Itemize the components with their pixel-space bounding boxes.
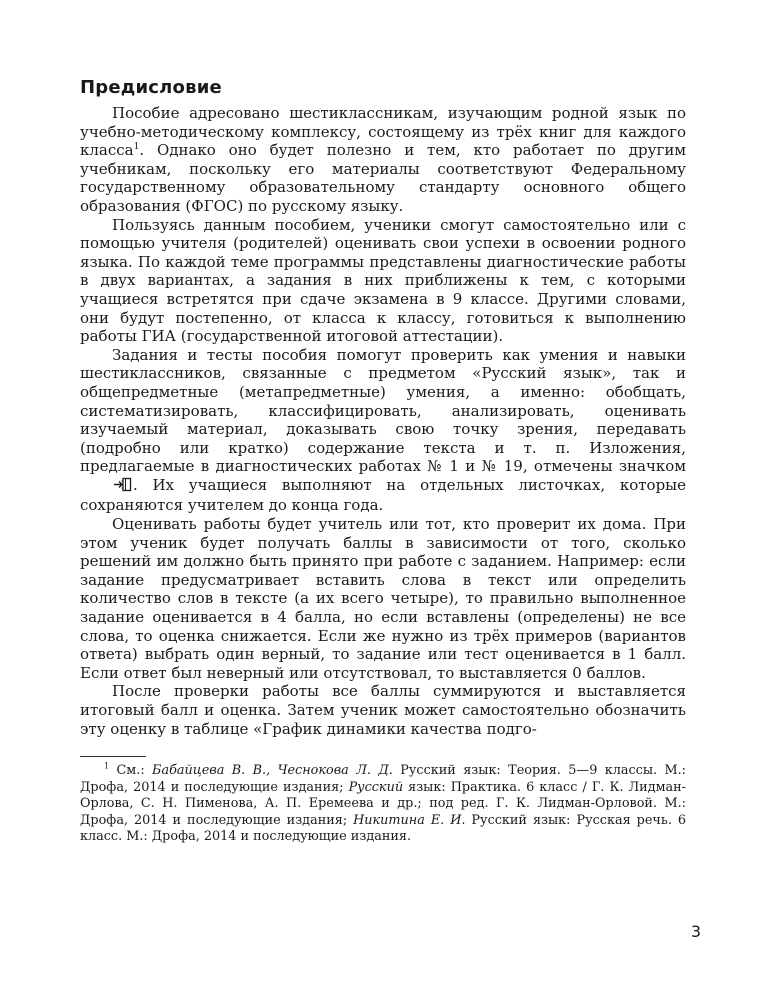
footnote-marker: 1 [104,761,110,771]
footnote-divider [80,756,146,757]
footnote-title-italic: Русский [348,779,404,795]
paragraph-3-text-b: . Их учащиеся выполняют на отдельных листочках, которые сохраняются учителем до конца года. [80,475,686,515]
footnote-text-2: Русский язык: Теория. 5—9 классы. М.: Дрофа, 2014 и последующие издания; [80,763,686,795]
footnote-text-1: См.: [109,763,153,779]
paragraph-4: Оценивать работы будет учитель или тот, кто проверит их дома. При этом ученик будет получать баллы в зависимости от того, сколько решений им должно быть принято при работе с заданием. Например: если задание предусматривает вставить слова в текст или определить количество слов в тексте (а их всего четыре), то правильно выполненное задание оценивается в 4 балла, но если вставлены (определены) не все слова, то оценка снижается. Если же нужно из трёх примеров (вариантов ответа) выбрать один верный, то задание или тест оценивается в 1 балл. Если ответ был неверный или отсутствовал, то выставляется 0 баллов. [80,515,686,682]
footnote-text-4: Русский язык: Русская речь. 6 класс. М.: Дрофа, 2014 и последующие издания. [80,812,687,845]
footnote-authors-1: Бабайцева В. В., Чеснокова Л. Д. [152,763,393,779]
paragraph-3 [80,346,686,515]
page-heading: Предисловие [80,77,222,98]
page-content [80,76,686,846]
footnote-reference: 1 [133,142,140,153]
paragraph-1-text-b: . Однако оно будет полезно и тем, кто работает по другим учебникам, поскольку его материалы соответствуют Федеральному государственному образовательному стандарту основного общего образования (ФГОС) по русскому языку. [80,141,686,215]
footnote-authors-2: Никитина Е. И. [353,812,466,828]
paragraph-5: После проверки работы все баллы суммируются и выставляется итоговый балл и оценка. Затем ученик может самостоятельно обозначить эту оценку в таблице «График динамики качества подго- [80,682,686,738]
footnote [80,763,686,846]
paragraph-2: Пользуясь данным пособием, ученики смогут самостоятельно или с помощью учителя (родителей) оценивать свои успехи в освоении родного языка. По каждой теме программы представлены диагностические работы в двух вариантах, а задания в них приближены к тем, с которыми учащиеся встретятся при сдаче экзамена в 9 классе. Другими словами, они будут постепенно, от класса к классу, готовиться к выполнению работы ГИА (государственной итоговой аттестации). [80,215,686,346]
page-number: 3 [690,922,701,941]
paragraph-3-text-a: Задания и тесты пособия помогут проверить как умения и навыки шестиклассников, связанные с предметом «Русский язык», так и общепредметные (метапредметные) умения, а именно: обобщать, систематизировать, классифицировать, анализировать, оценивать изучаемый материал, доказывать свою точку зрения, передавать (подробно или кратко) содержание текста и т. п. Изложения, предлагаемые в диагностических работах № 1 и № 19, отмечены значком [80,345,686,476]
paragraph-1 [80,104,686,216]
notebook-arrow-icon [81,477,132,497]
paragraph-1-text-a: Пособие адресовано шестиклассникам, изучающим родной язык по учебно-методическому комплексу, состоящему из трёх книг для каждого класса [80,104,686,160]
footnote-text-3: язык: Практика. 6 класс / Г. К. Лидман-Орлова, С. Н. Пименова, А. П. Еремеева и др.; под ред. Г. К. Лидман-Орловой. М.: Дрофа, 2014 и последующие издания; [80,779,687,828]
